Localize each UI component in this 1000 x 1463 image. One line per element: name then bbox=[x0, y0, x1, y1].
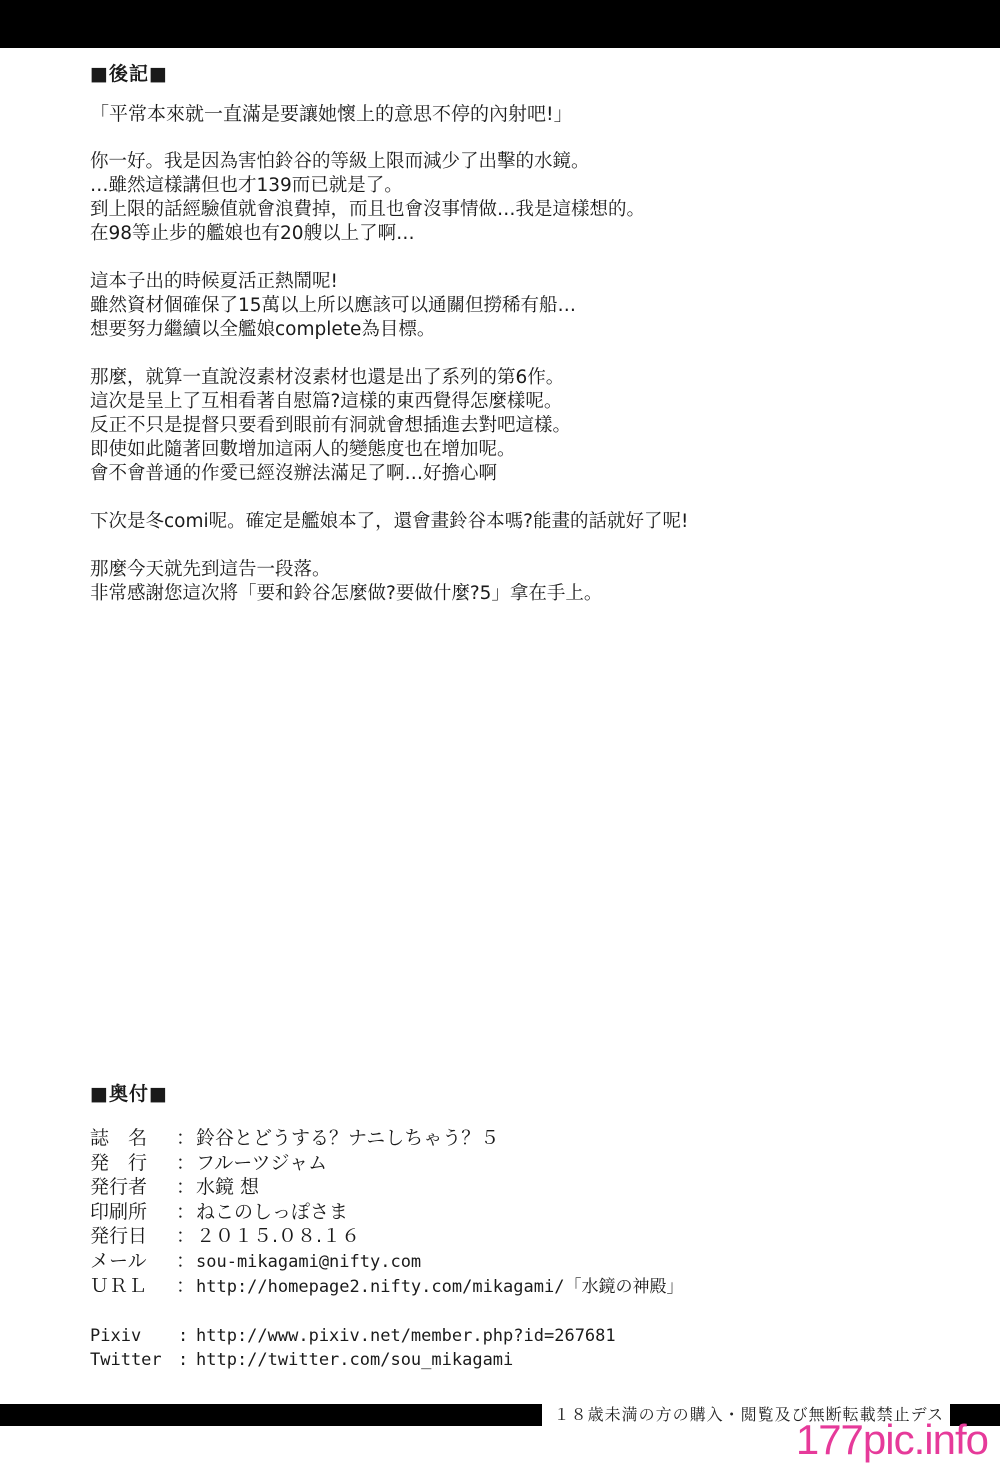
age-restriction-notice: １８歳未満の方の購入・閲覧及び無断転載禁止デス bbox=[542, 1404, 950, 1426]
row-key: 発行日 bbox=[90, 1225, 148, 1247]
pixiv-url: http://www.pixiv.net/member.php?id=267681 bbox=[196, 1325, 616, 1346]
text-line: 在98等止步的艦娘也有20艘以上了啊… bbox=[90, 223, 415, 244]
row-key: Pixiv bbox=[90, 1325, 142, 1346]
text-line: 你一好。我是因為害怕鈴谷的等級上限而減少了出擊的水鏡。 bbox=[90, 151, 590, 172]
row-key: 印刷所 bbox=[90, 1200, 148, 1223]
colophon-row-url bbox=[90, 1274, 970, 1300]
row-separator: ： bbox=[176, 1151, 196, 1174]
text-line: 這本子出的時候夏活正熱鬧呢! bbox=[90, 271, 338, 292]
row-separator: ： bbox=[176, 1275, 196, 1297]
colophon-row-printer bbox=[90, 1200, 970, 1225]
text-line: 那麼，就算一直說沒素材沒素材也還是出了系列的第6作。 bbox=[90, 367, 565, 388]
afterword-paragraph-3 bbox=[90, 366, 970, 486]
text-line: 反正不只是提督只要看到眼前有洞就會想插進去對吧這樣。 bbox=[90, 415, 572, 436]
afterword-paragraph-2 bbox=[90, 270, 970, 342]
row-separator: : bbox=[178, 1325, 189, 1346]
afterword-section bbox=[90, 62, 970, 630]
text-line: 下次是冬comi呢。確定是艦娘本了，還會畫鈴谷本嗎?能畫的話就好了呢! bbox=[90, 511, 689, 532]
afterword-paragraph-5 bbox=[90, 558, 970, 606]
row-value: 鈴谷とどうする？ナニしちゃう？５ bbox=[196, 1127, 500, 1149]
text-line: 非常感謝您這次將「要和鈴谷怎麼做?要做什麼?5」拿在手上。 bbox=[90, 583, 603, 604]
spacer bbox=[90, 1300, 970, 1324]
colophon-section bbox=[90, 1082, 970, 1372]
row-value: 水鏡 想 bbox=[196, 1176, 260, 1198]
row-separator: ： bbox=[176, 1225, 196, 1247]
row-key: 発行者 bbox=[90, 1176, 148, 1198]
afterword-quote: 「平常本來就一直滿是要讓她懷上的意思不停的內射吧!」 bbox=[90, 103, 573, 125]
row-value: ねこのしっぽさま bbox=[196, 1200, 349, 1223]
row-key: 誌 名 bbox=[90, 1127, 148, 1149]
row-separator: ： bbox=[176, 1127, 196, 1149]
row-key: メール bbox=[90, 1249, 147, 1272]
text-line: 到上限的話經驗值就會浪費掉，而且也會沒事情做…我是這樣想的。 bbox=[90, 199, 646, 220]
text-line: …雖然這樣講但也才139而已就是了。 bbox=[90, 175, 403, 196]
row-separator: ： bbox=[176, 1200, 196, 1223]
text-line: 即使如此隨著回數增加這兩人的變態度也在增加呢。 bbox=[90, 439, 516, 460]
colophon-row-publisher bbox=[90, 1151, 970, 1176]
colophon-row-email bbox=[90, 1249, 970, 1275]
colophon-row-author bbox=[90, 1175, 970, 1200]
row-key: 発 行 bbox=[90, 1151, 148, 1174]
row-key: Twitter bbox=[90, 1349, 162, 1370]
row-separator: ： bbox=[176, 1176, 196, 1198]
colophon-row-twitter bbox=[90, 1348, 970, 1372]
twitter-url: http://twitter.com/sou_mikagami bbox=[196, 1349, 514, 1370]
row-separator: ： bbox=[176, 1249, 196, 1272]
colophon-title: ■奥付■ bbox=[90, 1083, 168, 1105]
colophon-row-date bbox=[90, 1224, 970, 1249]
row-separator: : bbox=[178, 1349, 189, 1370]
top-black-bar bbox=[0, 0, 1000, 48]
url-value: http://homepage2.nifty.com/mikagami/「水鏡の神殿」 bbox=[196, 1277, 684, 1297]
row-value: フルーツジャム bbox=[196, 1151, 328, 1174]
text-line: 會不會普通的作愛已經沒辦法滿足了啊…好擔心啊 bbox=[90, 463, 498, 484]
email-value: sou-mikagami@nifty.com bbox=[196, 1251, 422, 1272]
afterword-paragraph-1 bbox=[90, 150, 970, 246]
text-line: 雖然資材個確保了15萬以上所以應該可以通關但撈稀有船… bbox=[90, 295, 577, 316]
text-line: 那麼今天就先到這告一段落。 bbox=[90, 559, 331, 580]
afterword-paragraph-4 bbox=[90, 510, 970, 534]
text-line: 想要努力繼續以全艦娘complete為目標。 bbox=[90, 319, 436, 340]
row-key: ＵＲＬ bbox=[90, 1275, 148, 1297]
colophon-row-title bbox=[90, 1126, 970, 1151]
site-watermark: 177pic.info bbox=[795, 1416, 988, 1463]
text-line: 這次是呈上了互相看著自慰篇?這樣的東西覺得怎麼樣呢。 bbox=[90, 391, 563, 412]
afterword-title: ■後記■ bbox=[90, 63, 168, 85]
colophon-row-pixiv bbox=[90, 1324, 970, 1348]
row-value: ２０１５.０８.１６ bbox=[196, 1225, 361, 1247]
